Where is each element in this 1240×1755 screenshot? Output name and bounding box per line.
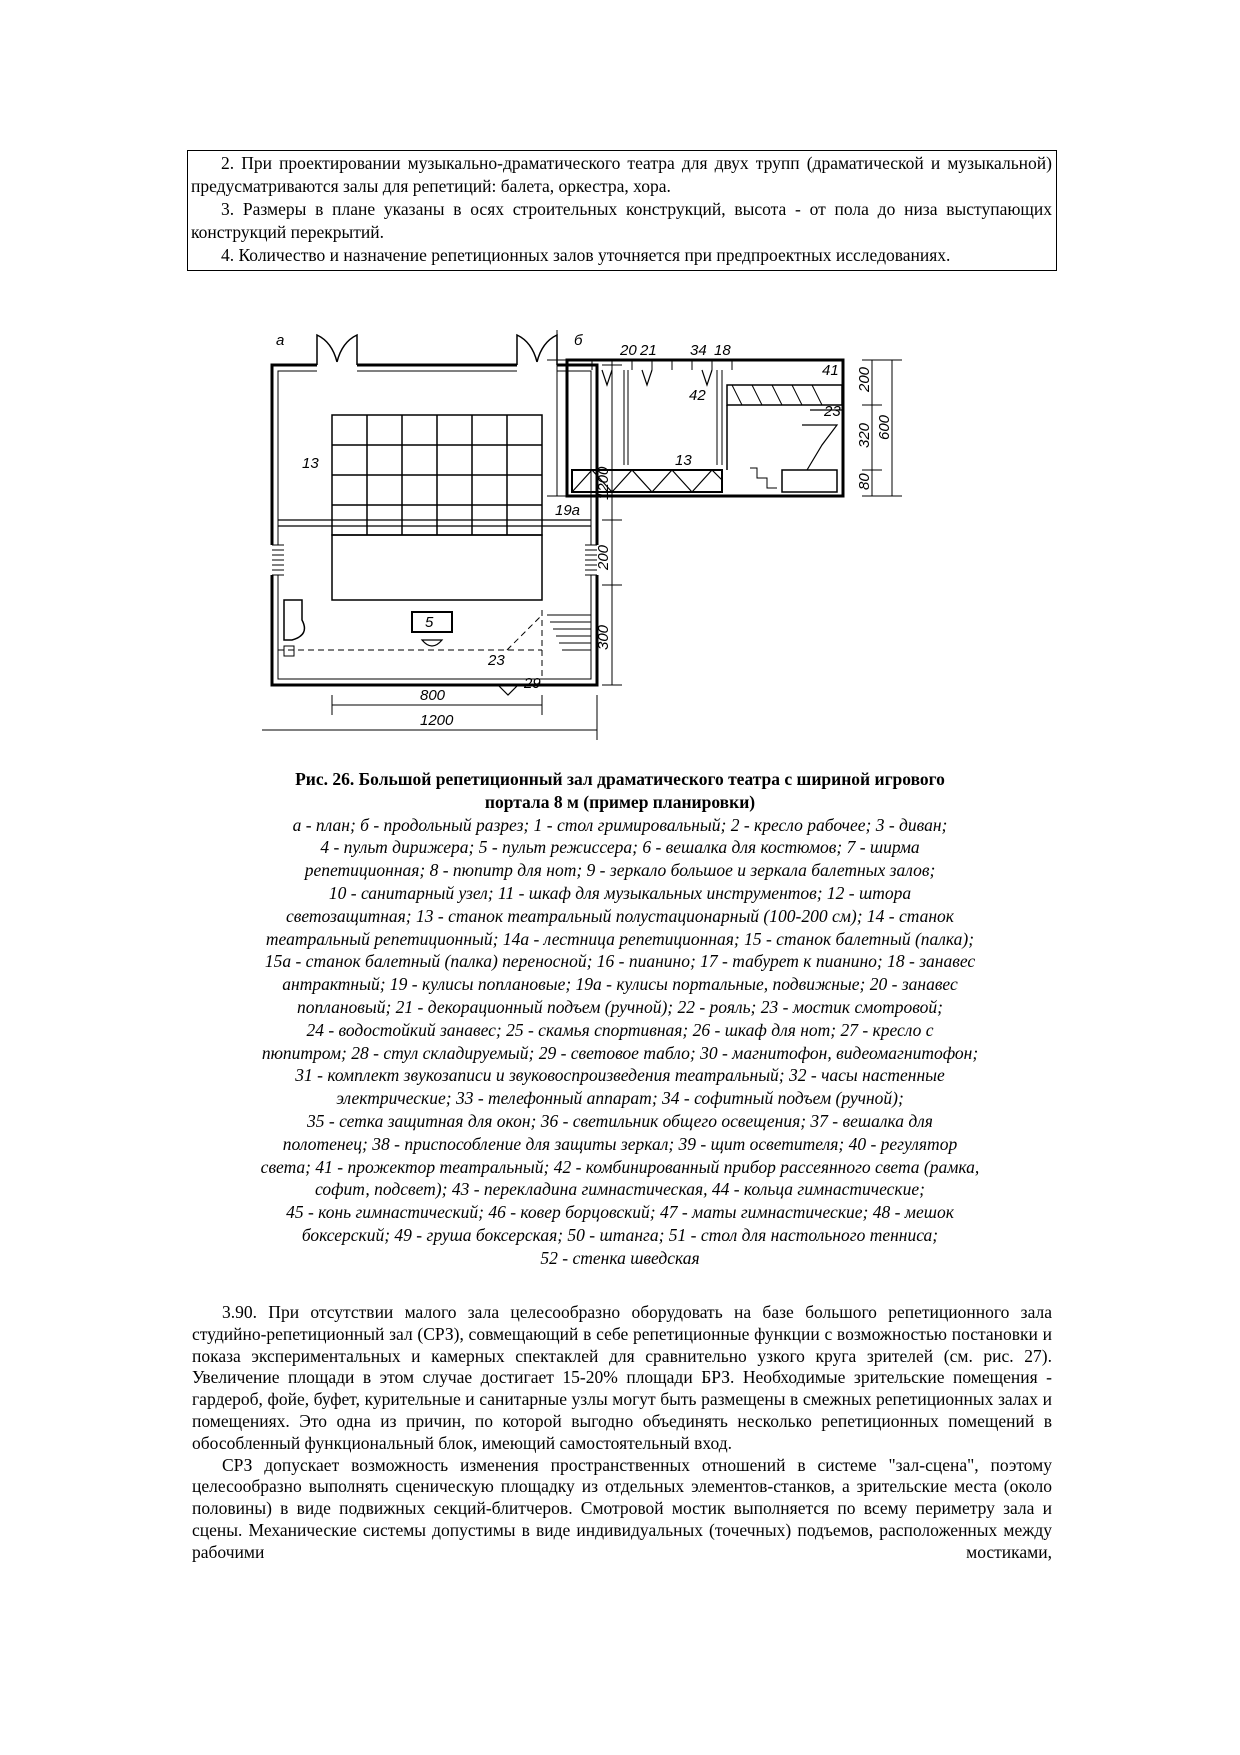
plan-mark-29: 29 [524, 675, 541, 692]
legend-line: полотенец; 38 - приспособление для защиты зеркал; 39 - щит осветителя; 40 - регулятор [282, 1133, 958, 1154]
legend-line: пюпитром; 28 - стул складируемый; 29 - световое табло; 30 - магнитофон, видеомагнитофон; [261, 1042, 979, 1063]
legend-line: 45 - конь гимнастический; 46 - ковер борцовский; 47 - маты гимнастические; 48 - мешок [286, 1202, 954, 1223]
section-dim-320: 320 [856, 422, 873, 448]
plan-label: а [276, 332, 285, 349]
caption-title-2: портала 8 м (пример планировки) [484, 791, 756, 812]
section-mark-42: 42 [689, 387, 706, 404]
section-mark-18: 18 [714, 342, 731, 359]
body-text [192, 1302, 1052, 1564]
plan-mark-5: 5 [425, 614, 434, 631]
plan-dim-300: 300 [595, 624, 612, 650]
plan-mark-19a: 19а [555, 502, 581, 519]
plan-dim-800: 800 [420, 687, 446, 704]
legend-line: 4 - пульт дирижера; 5 - пульт режиссера; 6 - вешалка для костюмов; 7 - ширма [320, 837, 920, 858]
legend-line: света; 41 - прожектор театральный; 42 - комбинированный прибор рассеянного света (рамка, [260, 1156, 980, 1177]
plan-mark-23: 23 [488, 652, 505, 669]
section-dim-600: 600 [876, 414, 893, 440]
legend-line: электрические; 33 - телефонный аппарат; 34 - софитный подъем (ручной); [336, 1088, 904, 1109]
legend-line: софит, подсвет); 43 - перекладина гимнастическая, 44 - кольца гимнастические; [315, 1179, 925, 1200]
legend-line: 10 - санитарный узел; 11 - шкаф для музыкальных инструментов; 12 - штора [328, 882, 912, 903]
figure-caption [180, 768, 1060, 1270]
legend-line: репетиционная; 8 - пюпитр для нот; 9 - зеркало большое и зеркала балетных залов; [304, 860, 936, 881]
section-mark-41: 41 [822, 362, 839, 379]
legend-line: театральный репетиционный; 14а - лестница репетиционная; 15 - станок балетный (палка); [265, 928, 975, 949]
section-mark-34: 34 [690, 342, 707, 359]
paragraph-srz: СРЗ допускает возможность изменения пространственных отношений в системе "зал-сцена", поэтому целесообразно выполнять сценическую площадку из отдельных элементов-станков, а зрительские места (около половины) в виде подвижных секций-блитчеров. Смотровой мостик выполняется по всему периметру зала и сцены. Механические системы допустимы в виде индивидуальных (точечных) подъемов, расположенных между рабочими мостиками, [192, 1454, 1052, 1562]
legend-line: 31 - комплект звукозаписи и звуковоспроизведения театральный; 32 - часы настенные [295, 1065, 945, 1086]
caption-title-1: Рис. 26. Большой репетиционный зал драматического театра с шириной игрового [295, 769, 945, 789]
section-mark-21: 21 [640, 342, 657, 359]
plan-outer-wall [272, 365, 597, 685]
legend-line: 52 - стенка шведская [540, 1247, 700, 1268]
note-2: 2. При проектировании музыкально-драматического театра для двух трупп (драматической и музыкальной) предусматриваются залы для репетиций: балета, оркестра, хора. [191, 153, 1052, 196]
section-dim-80: 80 [856, 473, 873, 490]
plan-dim-200: 200 [595, 544, 612, 570]
legend-line: 24 - водостойкий занавес; 25 - скамья спортивная; 26 - шкаф для нот; 27 - кресло с [306, 1019, 934, 1040]
legend-line: 15а - станок балетный (палка) переносной; 16 - пианино; 17 - табурет к пианино; 18 - занавес [264, 951, 976, 972]
section-mark-20: 20 [620, 342, 637, 359]
section-label: б [574, 332, 583, 349]
note-4: 4. Количество и назначение репетиционных залов уточняется при предпроектных исследованиях. [221, 245, 951, 265]
legend-line: антрактный; 19 - кулисы поплановые; 19а - кулисы портальные, подвижные; 20 - занавес [282, 974, 958, 995]
section-mark-13: 13 [675, 452, 692, 469]
section-mark-23: 23 [824, 403, 841, 420]
plan-dim-1200-v: 1200 [595, 466, 612, 500]
section-dim-200: 200 [856, 366, 873, 392]
stage-grid [332, 415, 542, 600]
legend-line: а - план; б - продольный разрез; 1 - стол гримировальный; 2 - кресло рабочее; 3 - диван; [292, 814, 948, 835]
figure-26 [262, 330, 1002, 755]
plan-dim-1200-h: 1200 [420, 712, 454, 729]
legend-line: светозащитная; 13 - станок театральный полустационарный (100-200 см); 14 - станок [285, 905, 954, 926]
figure-drawing [262, 330, 1002, 755]
legend-line: боксерский; 49 - груша боксерская; 50 - штанга; 51 - стол для настольного тенниса; [301, 1224, 939, 1245]
legend-line: 35 - сетка защитная для окон; 36 - светильник общего освещения; 37 - вешалка для [307, 1110, 933, 1131]
notes-box [187, 150, 1057, 271]
legend-line: поплановый; 21 - декорационный подъем (ручной); 22 - рояль; 23 - мостик смотровой; [297, 996, 943, 1017]
paragraph-3-90: 3.90. При отсутствии малого зала целесообразно оборудовать на базе большого репетиционного зала студийно-репетиционный зал (СРЗ), совмещающий в себе репетиционные функции с возможностью постановки и показа экспериментальных и камерных спектаклей для сравнительно узкого круга зрителей (см. рис. 27). Увеличение площади в этом случае достигает 15-20% площади БРЗ. Необходимые зрительские помещения - гардероб, фойе, буфет, курительные и санитарные узлы могут быть размещены в смежных репетиционных залах и помещениях. Это одна из причин, по которой выгодно объединять несколько репетиционных помещений в обособленный функциональный блок, имеющий самостоятельный вход. [192, 1302, 1052, 1453]
plan-mark-13: 13 [302, 455, 319, 472]
note-3: 3. Размеры в плане указаны в осях строительных конструкций, высота - от пола до низа выступающих конструкций перекрытий. [191, 199, 1052, 242]
